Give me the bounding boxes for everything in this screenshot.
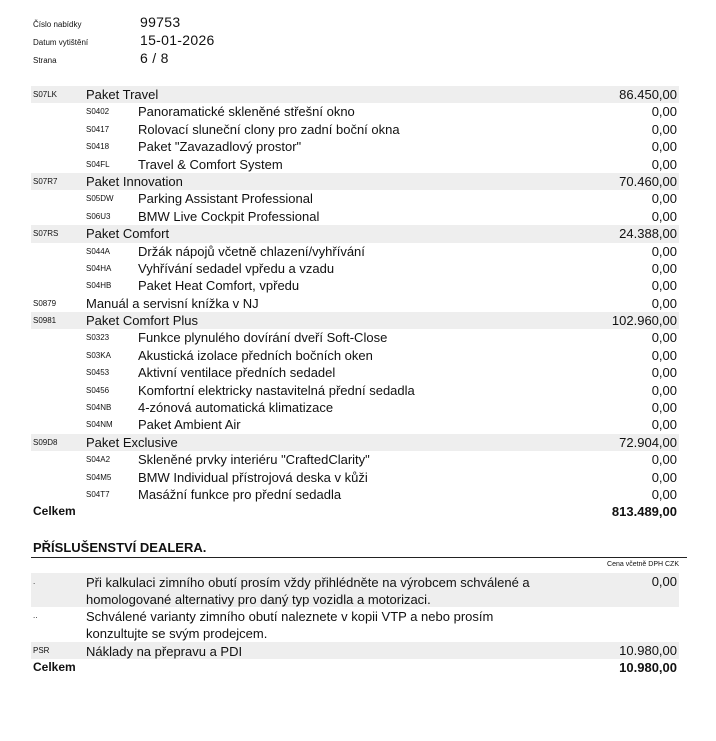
dealer-item-text: Schválené varianty zimního obutí naleznete v kopii VTP a nebo prosím konzultujte se svým prodejcem. xyxy=(86,609,494,641)
page-number-value: 6 / 8 xyxy=(140,50,169,66)
option-name: Travel & Comfort System xyxy=(138,156,283,172)
option-name: BMW Live Cockpit Professional xyxy=(138,208,320,224)
package-row xyxy=(31,86,679,103)
option-name: Funkce plynulého dovírání dveří Soft-Close xyxy=(138,330,388,346)
option-price: 86.450,00 xyxy=(619,87,677,102)
option-name: Parking Assistant Professional xyxy=(138,191,313,207)
offer-number-value: 99753 xyxy=(140,14,181,30)
option-price: 0,00 xyxy=(651,330,677,346)
sub-option-row xyxy=(31,190,679,207)
option-code: S0453 xyxy=(86,368,110,378)
sub-option-row xyxy=(31,138,679,155)
option-code: S04A2 xyxy=(86,455,111,465)
option-code: S07R7 xyxy=(33,176,58,186)
option-name: Vyhřívání sedadel vpředu a vzadu xyxy=(138,260,335,276)
option-price: 0,00 xyxy=(651,295,677,311)
dealer-item-price: 0,00 xyxy=(651,574,677,589)
sub-option-row xyxy=(31,121,679,138)
option-price: 0,00 xyxy=(651,139,677,155)
option-code: S06U3 xyxy=(86,211,111,221)
option-price: 0,00 xyxy=(651,347,677,363)
dealer-total-label: Celkem xyxy=(33,660,76,674)
option-price: 0,00 xyxy=(651,208,677,224)
options-table xyxy=(31,86,679,521)
option-name: Paket Comfort xyxy=(86,226,170,242)
price-column-header: Cena včetně DPH CZK xyxy=(607,561,679,568)
dealer-total-amount: 10.980,00 xyxy=(619,660,677,675)
option-price: 24.388,00 xyxy=(619,226,677,242)
option-price: 0,00 xyxy=(651,365,677,381)
sub-option-row xyxy=(31,208,679,225)
dealer-section-title: PŘÍSLUŠENSTVÍ DEALERA. xyxy=(33,540,207,555)
option-code: S04HB xyxy=(86,281,112,291)
print-date-label: Datum vytištění xyxy=(33,38,89,47)
option-name: Manuál a servisní knížka v NJ xyxy=(86,295,259,311)
option-price: 72.904,00 xyxy=(619,434,677,450)
sub-option-row xyxy=(31,156,679,173)
package-row xyxy=(31,312,679,329)
option-name: BMW Individual přístrojová deska v kůži xyxy=(138,469,368,485)
print-date-row xyxy=(33,32,215,50)
total-label: Celkem xyxy=(33,504,76,519)
dealer-item-price: 10.980,00 xyxy=(619,643,677,658)
offer-number-row xyxy=(33,14,215,32)
package-row xyxy=(31,434,679,451)
sub-option-row xyxy=(31,399,679,416)
option-code: S0417 xyxy=(86,124,110,134)
option-price: 0,00 xyxy=(651,156,677,172)
option-code: S03KA xyxy=(86,350,111,360)
option-code: S0456 xyxy=(86,385,110,395)
option-name: Panoramatické skleněné střešní okno xyxy=(138,104,355,120)
option-code: S09D8 xyxy=(33,437,58,447)
sub-option-row xyxy=(31,416,679,433)
document-header xyxy=(33,14,215,68)
sub-option-row xyxy=(31,486,679,503)
option-name: Paket Exclusive xyxy=(86,434,178,450)
total-amount: 813.489,00 xyxy=(611,504,677,520)
option-price: 0,00 xyxy=(651,400,677,416)
option-name: 4-zónová automatická klimatizace xyxy=(138,400,334,416)
sub-option-row xyxy=(31,347,679,364)
option-price: 0,00 xyxy=(651,469,677,485)
option-price: 0,00 xyxy=(651,104,677,120)
option-price: 0,00 xyxy=(651,121,677,137)
sub-option-row xyxy=(31,364,679,381)
option-price: 0,00 xyxy=(651,278,677,294)
option-price: 0,00 xyxy=(651,260,677,276)
offer-number-label: Číslo nabídky xyxy=(33,20,82,29)
dealer-item-row xyxy=(31,607,679,642)
sub-option-row xyxy=(31,277,679,294)
option-name: Paket Ambient Air xyxy=(138,417,241,433)
option-name: Držák nápojů včetně chlazení/vyhřívání xyxy=(138,243,365,259)
option-code: S04T7 xyxy=(86,489,110,499)
sub-option-row xyxy=(31,243,679,260)
dealer-item-row xyxy=(31,642,679,659)
option-price: 102.960,00 xyxy=(611,313,677,329)
sub-option-row xyxy=(31,103,679,120)
dealer-item-text: Náklady na přepravu a PDI xyxy=(86,644,243,659)
sub-option-row xyxy=(31,451,679,468)
option-code: S04M5 xyxy=(86,472,112,482)
option-name: Masážní funkce pro přední sedadla xyxy=(138,486,342,502)
option-price: 70.460,00 xyxy=(619,173,677,189)
option-name: Komfortní elektricky nastavitelná přední sedadla xyxy=(138,382,415,398)
dealer-item-code: . xyxy=(33,577,36,586)
option-name: Aktivní ventilace předních sedadel xyxy=(138,365,336,381)
page-number-row xyxy=(33,50,215,68)
sub-option-row xyxy=(31,382,679,399)
dealer-item-row xyxy=(31,573,679,607)
option-name: Skleněné prvky interiéru "CraftedClarity" xyxy=(138,452,370,468)
option-price: 0,00 xyxy=(651,486,677,502)
dealer-accessories-table xyxy=(31,573,679,677)
option-code: S07RS xyxy=(33,229,59,239)
dealer-item-code: PSR xyxy=(33,646,50,655)
option-name: Paket Travel xyxy=(86,87,159,102)
options-total-row xyxy=(31,503,679,520)
option-name: Paket Innovation xyxy=(86,173,183,189)
sub-option-row xyxy=(31,329,679,346)
print-date-value: 15-01-2026 xyxy=(140,32,215,48)
option-code: S04NB xyxy=(86,403,112,413)
option-name: Akustická izolace předních bočních oken xyxy=(138,347,373,363)
option-name: Paket Heat Comfort, vpředu xyxy=(138,278,300,294)
option-code: S044A xyxy=(86,246,111,256)
sub-option-row xyxy=(31,469,679,486)
section-divider xyxy=(31,557,687,558)
option-code: S07LK xyxy=(33,90,58,99)
option-row xyxy=(31,295,679,312)
option-name: Paket Comfort Plus xyxy=(86,313,198,329)
option-name: Rolovací sluneční clony pro zadní boční okna xyxy=(138,121,400,137)
package-row xyxy=(31,173,679,190)
option-name: Paket "Zavazadlový prostor" xyxy=(138,139,302,155)
option-price: 0,00 xyxy=(651,452,677,468)
package-row xyxy=(31,225,679,242)
option-code: S0879 xyxy=(33,298,57,308)
sub-option-row xyxy=(31,260,679,277)
option-code: S0418 xyxy=(86,142,110,152)
page-number-label: Strana xyxy=(33,56,57,65)
option-price: 0,00 xyxy=(651,417,677,433)
option-price: 0,00 xyxy=(651,243,677,259)
option-code: S0402 xyxy=(86,107,110,117)
option-code: S04FL xyxy=(86,159,110,169)
option-code: S05DW xyxy=(86,194,114,204)
option-price: 0,00 xyxy=(651,191,677,207)
option-price: 0,00 xyxy=(651,382,677,398)
option-code: S0323 xyxy=(86,333,110,343)
option-code: S0981 xyxy=(33,316,57,326)
option-code: S04NM xyxy=(86,420,113,430)
dealer-total-row xyxy=(31,659,679,677)
dealer-item-code: .. xyxy=(33,611,38,620)
option-code: S04HA xyxy=(86,263,112,273)
dealer-item-text: Při kalkulaci zimního obutí prosím vždy přihlédněte na výrobcem schválené a homologované alternativy pro daný typ vozidla a motorizaci. xyxy=(86,575,530,607)
